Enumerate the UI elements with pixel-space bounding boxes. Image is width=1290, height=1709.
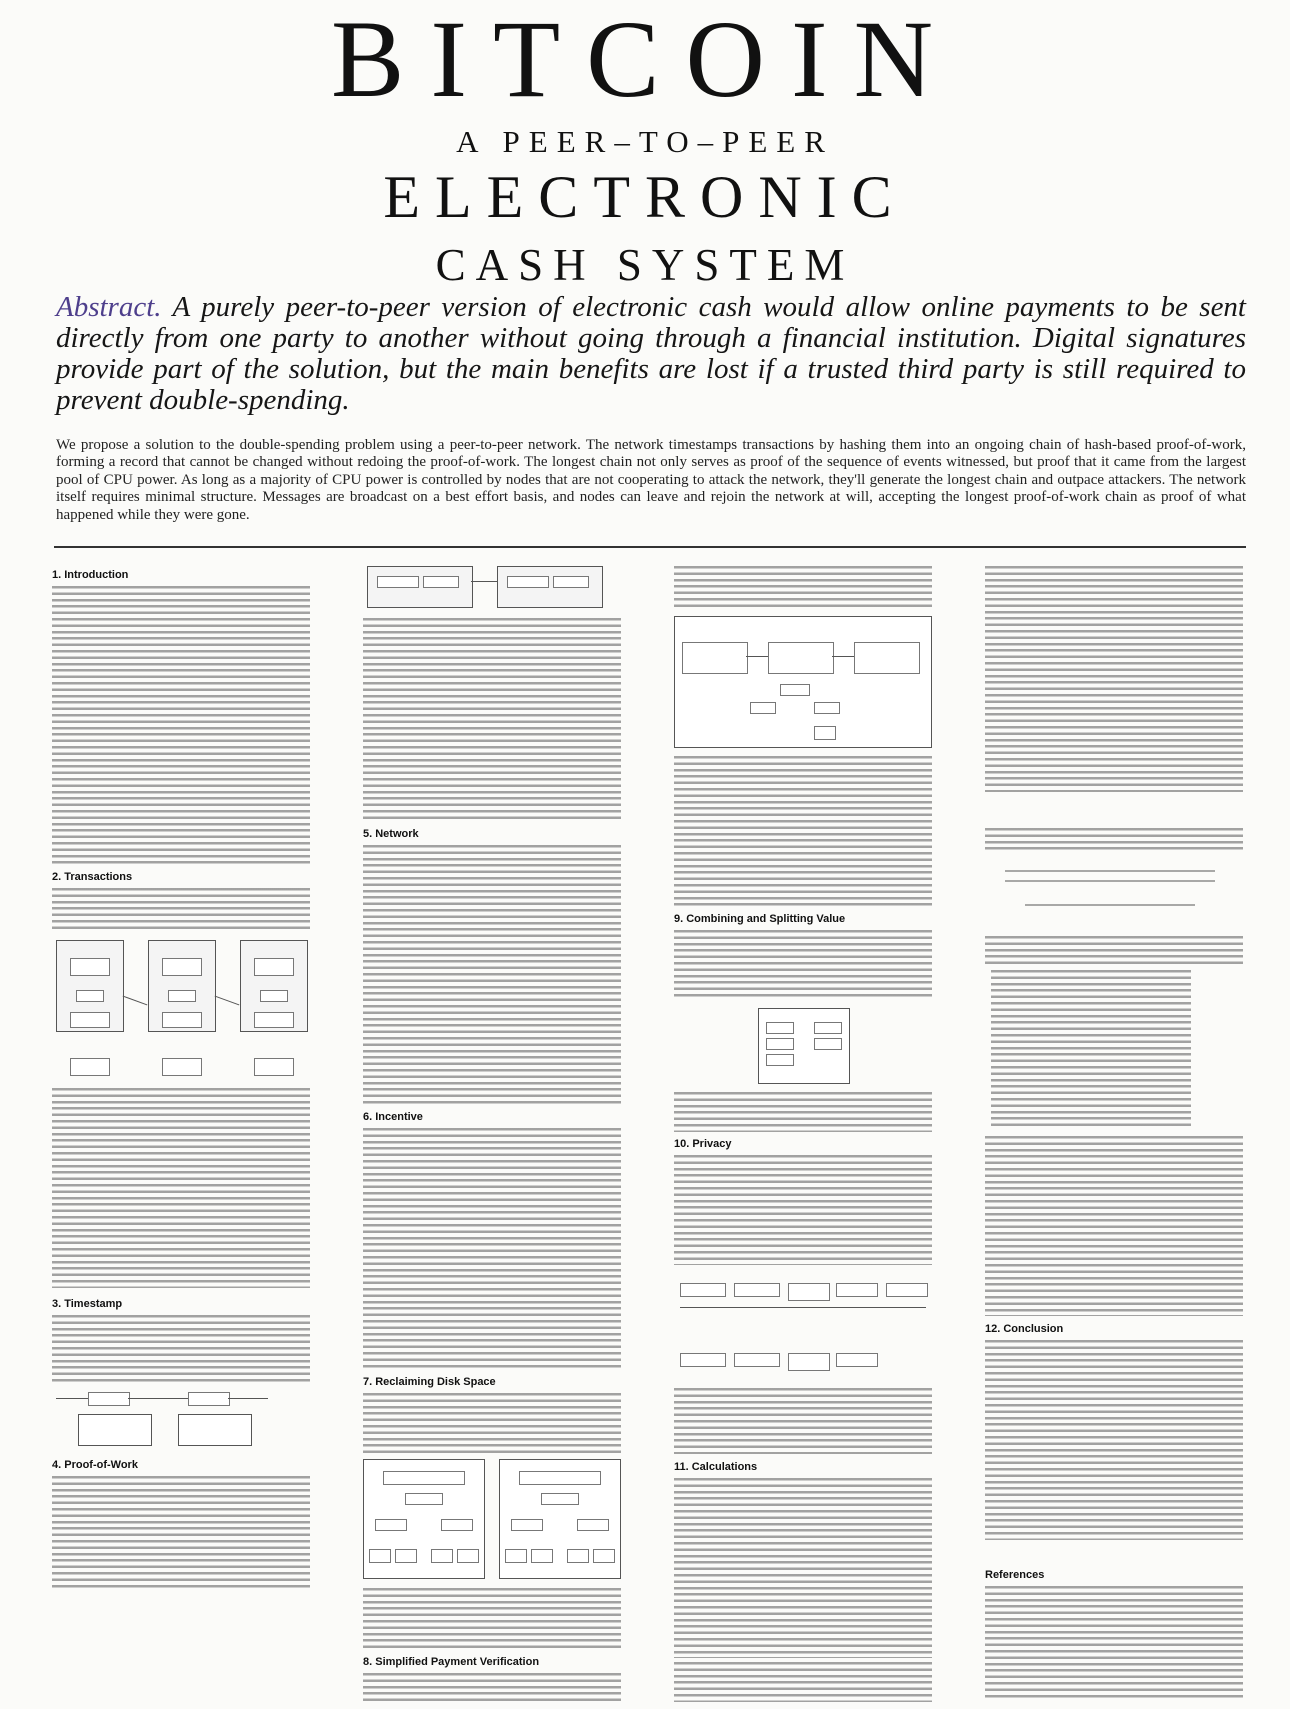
proof-of-work-body — [52, 1476, 310, 1591]
heading-references: References — [985, 1569, 1045, 1581]
heading-simplified-payment-verification: 8. Simplified Payment Verification — [363, 1656, 540, 1668]
code-intro — [985, 936, 1243, 966]
heading-incentive: 6. Incentive — [363, 1111, 423, 1123]
spv-body-2 — [674, 566, 932, 608]
introduction-body — [52, 586, 310, 866]
results-table — [985, 1136, 1243, 1316]
heading-reclaiming-disk-space: 7. Reclaiming Disk Space — [363, 1376, 496, 1388]
combining-body-2 — [674, 1092, 932, 1132]
timestamp-body — [52, 1315, 310, 1385]
subtitle-line-2: ELECTRONIC — [383, 164, 907, 230]
heading-network: 5. Network — [363, 828, 419, 840]
abstract-lead: Abstract. — [56, 291, 162, 323]
heading-combining-and-splitting-value: 9. Combining and Splitting Value — [674, 913, 846, 925]
heading-proof-of-work: 4. Proof-of-Work — [52, 1459, 138, 1471]
abstract-text: A purely peer-to-peer version of electronic cash would allow online payments to be sent directly from one party to another without going through a financial institution. Digital signatures provide part of the solution, but the main benefits are lost if a trusted third party is still required to prevent double-spending. — [56, 291, 1246, 416]
combining-figure — [674, 1008, 932, 1086]
heading-introduction: 1. Introduction — [52, 569, 129, 581]
privacy-body-2 — [674, 1388, 932, 1454]
timestamp-figure — [52, 1392, 310, 1450]
proof-of-work-body-2 — [363, 618, 621, 823]
column-1 — [52, 566, 310, 1706]
transactions-body — [52, 888, 310, 932]
spv-figure — [674, 616, 932, 748]
heading-privacy: 10. Privacy — [674, 1138, 732, 1150]
calculations-body — [674, 1478, 932, 1658]
incentive-body — [363, 1128, 621, 1368]
combining-body — [674, 930, 932, 1000]
header-divider — [54, 546, 1246, 548]
heading-calculations: 11. Calculations — [674, 1461, 758, 1473]
transactions-body-2 — [52, 1088, 310, 1288]
conclusion-body — [985, 1340, 1243, 1540]
heading-timestamp: 3. Timestamp — [52, 1298, 123, 1310]
subtitle-line-1: A PEER–TO–PEER — [456, 124, 834, 159]
poisson-equation — [1085, 798, 1145, 821]
privacy-body — [674, 1155, 932, 1265]
references-list — [985, 1586, 1243, 1701]
heading-transactions: 2. Transactions — [52, 871, 133, 883]
spv-body — [363, 1673, 621, 1703]
proof-of-work-figure — [363, 566, 621, 610]
column-4 — [985, 566, 1243, 1706]
code-listing — [991, 970, 1191, 1130]
reclaiming-body-2 — [363, 1588, 621, 1650]
probability-equations — [985, 858, 1243, 928]
network-body — [363, 845, 621, 1105]
calculations-body-4 — [985, 828, 1243, 852]
column-2 — [363, 566, 621, 1706]
summary-paragraph: We propose a solution to the double-spending problem using a peer-to-peer network. The network timestamps transactions by hashing them into an ongoing chain of hash-based proof-of-work, forming a record that cannot be changed without redoing the proof-of-work. The longest chain not only serves as proof of the sequence of events witnessed, but proof that it came from the largest pool of CPU power. As long as a majority of CPU power is controlled by nodes that are not cooperating to attack the network, they'll generate the longest chain and outpace attackers. The network itself requires minimal structure. Messages are broadcast on a best effort basis, and nodes can leave and rejoin the network at will, accepting the longest proof-of-work chain as proof of what happened while they were gone. — [56, 437, 1246, 523]
reclaiming-body — [363, 1393, 621, 1453]
merkle-tree-figure — [363, 1459, 621, 1583]
column-3 — [674, 566, 932, 1706]
paper-title: BITCOIN — [330, 0, 960, 120]
heading-conclusion: 12. Conclusion — [985, 1323, 1064, 1335]
calculations-body-3 — [985, 566, 1243, 792]
abstract — [56, 292, 1246, 422]
subtitle-line-3: CASH SYSTEM — [435, 240, 855, 290]
calculations-body-2 — [674, 1662, 932, 1702]
spv-body-3 — [674, 756, 932, 906]
privacy-figure — [674, 1271, 932, 1383]
